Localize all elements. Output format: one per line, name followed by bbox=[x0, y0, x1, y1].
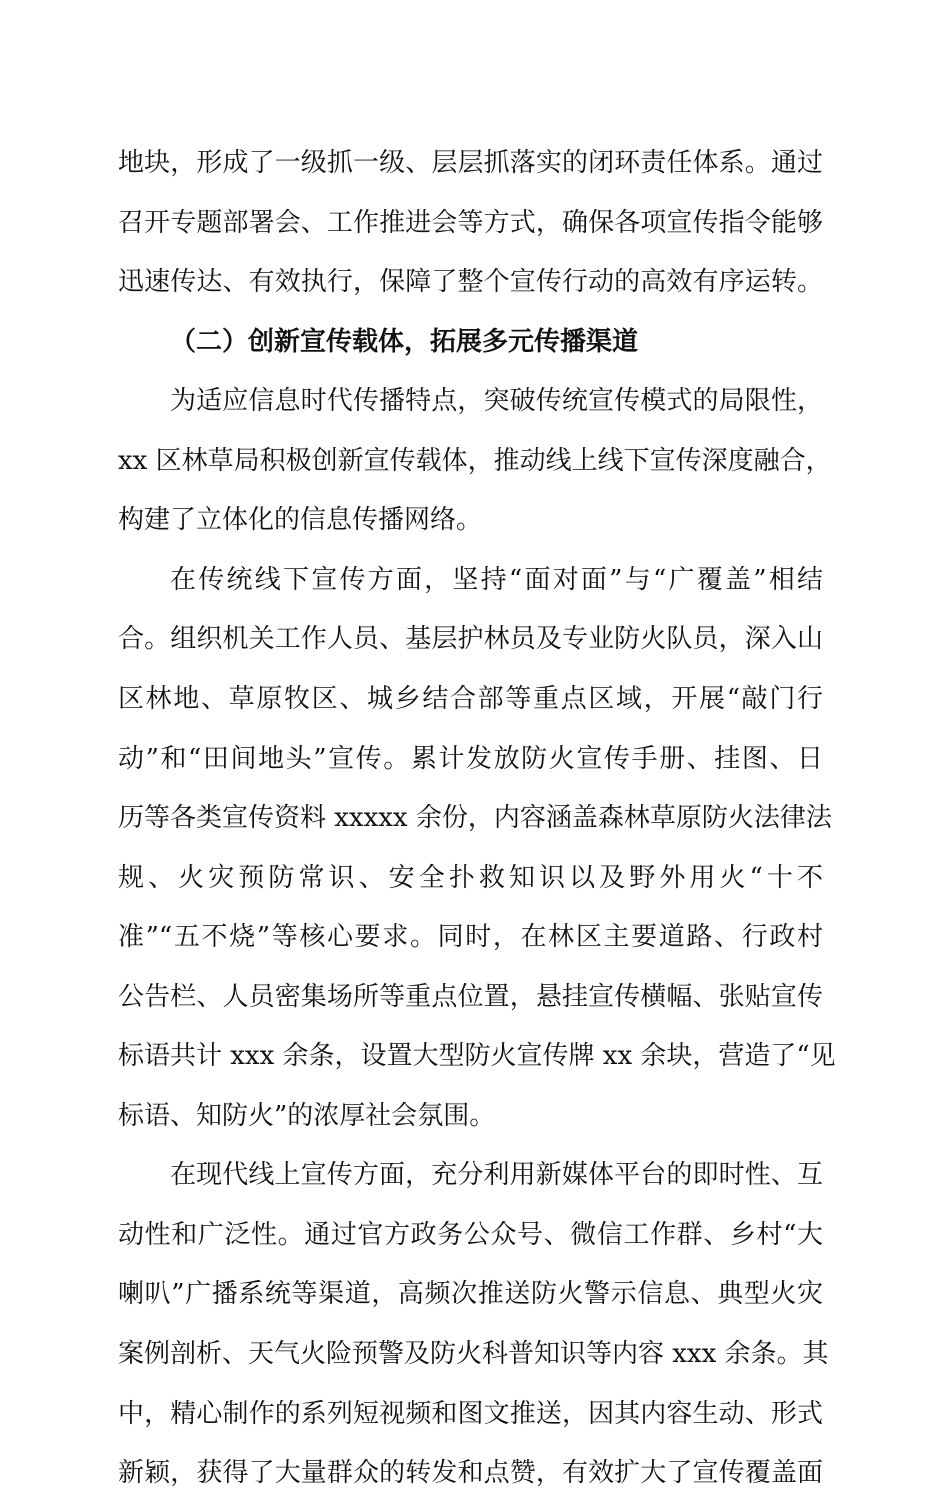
paragraph-line: 准”“五不烧”等核心要求。同时，在林区主要道路、行政村 bbox=[118, 922, 823, 952]
paragraph-line: 迅速传达、有效执行，保障了整个宣传行动的高效有序运转。 bbox=[118, 267, 823, 297]
section-heading: （二）创新宣传载体，拓展多元传播渠道 bbox=[170, 327, 639, 357]
paragraph-line: 在传统线下宣传方面，坚持“面对面”与“广覆盖”相结 bbox=[170, 565, 823, 595]
paragraph-line: 标语共计 xxx 余条，设置大型防火宣传牌 xx 余块，营造了“见 bbox=[118, 1041, 836, 1071]
paragraph-line: 新颖，获得了大量群众的转发和点赞，有效扩大了宣传覆盖面 bbox=[118, 1458, 823, 1488]
paragraph-line: 召开专题部署会、工作推进会等方式，确保各项宣传指令能够 bbox=[118, 208, 823, 238]
paragraph-line: 在现代线上宣传方面，充分利用新媒体平台的即时性、互 bbox=[170, 1160, 823, 1190]
paragraph-line: 喇叭”广播系统等渠道，高频次推送防火警示信息、典型火灾 bbox=[118, 1279, 823, 1309]
paragraph-line: 历等各类宣传资料 xxxxx 余份，内容涵盖森林草原防火法律法 bbox=[118, 803, 832, 833]
paragraph-line: 中，精心制作的系列短视频和图文推送，因其内容生动、形式 bbox=[118, 1399, 823, 1429]
paragraph-line: 区林地、草原牧区、城乡结合部等重点区域，开展“敲门行 bbox=[118, 684, 823, 714]
paragraph-line: 案例剖析、天气火险预警及防火科普知识等内容 xxx 余条。其 bbox=[118, 1339, 829, 1369]
paragraph-line: 构建了立体化的信息传播网络。 bbox=[118, 505, 483, 535]
paragraph-line: xx 区林草局积极创新宣传载体，推动线上线下宣传深度融合， bbox=[118, 446, 832, 476]
paragraph-line: 标语、知防火”的浓厚社会氛围。 bbox=[118, 1101, 496, 1131]
paragraph-line: 为适应信息时代传播特点，突破传统宣传模式的局限性， bbox=[170, 386, 823, 416]
paragraph-line: 公告栏、人员密集场所等重点位置，悬挂宣传横幅、张贴宣传 bbox=[118, 982, 823, 1012]
paragraph-line: 动性和广泛性。通过官方政务公众号、微信工作群、乡村“大 bbox=[118, 1220, 823, 1250]
paragraph-line: 动”和“田间地头”宣传。累计发放防火宣传手册、挂图、日 bbox=[118, 744, 823, 774]
paragraph-line: 地块，形成了一级抓一级、层层抓落实的闭环责任体系。通过 bbox=[118, 148, 823, 178]
paragraph-line: 合。组织机关工作人员、基层护林员及专业防火队员，深入山 bbox=[118, 624, 823, 654]
paragraph-line: 规、火灾预防常识、安全扑救知识以及野外用火“十不 bbox=[118, 863, 823, 893]
